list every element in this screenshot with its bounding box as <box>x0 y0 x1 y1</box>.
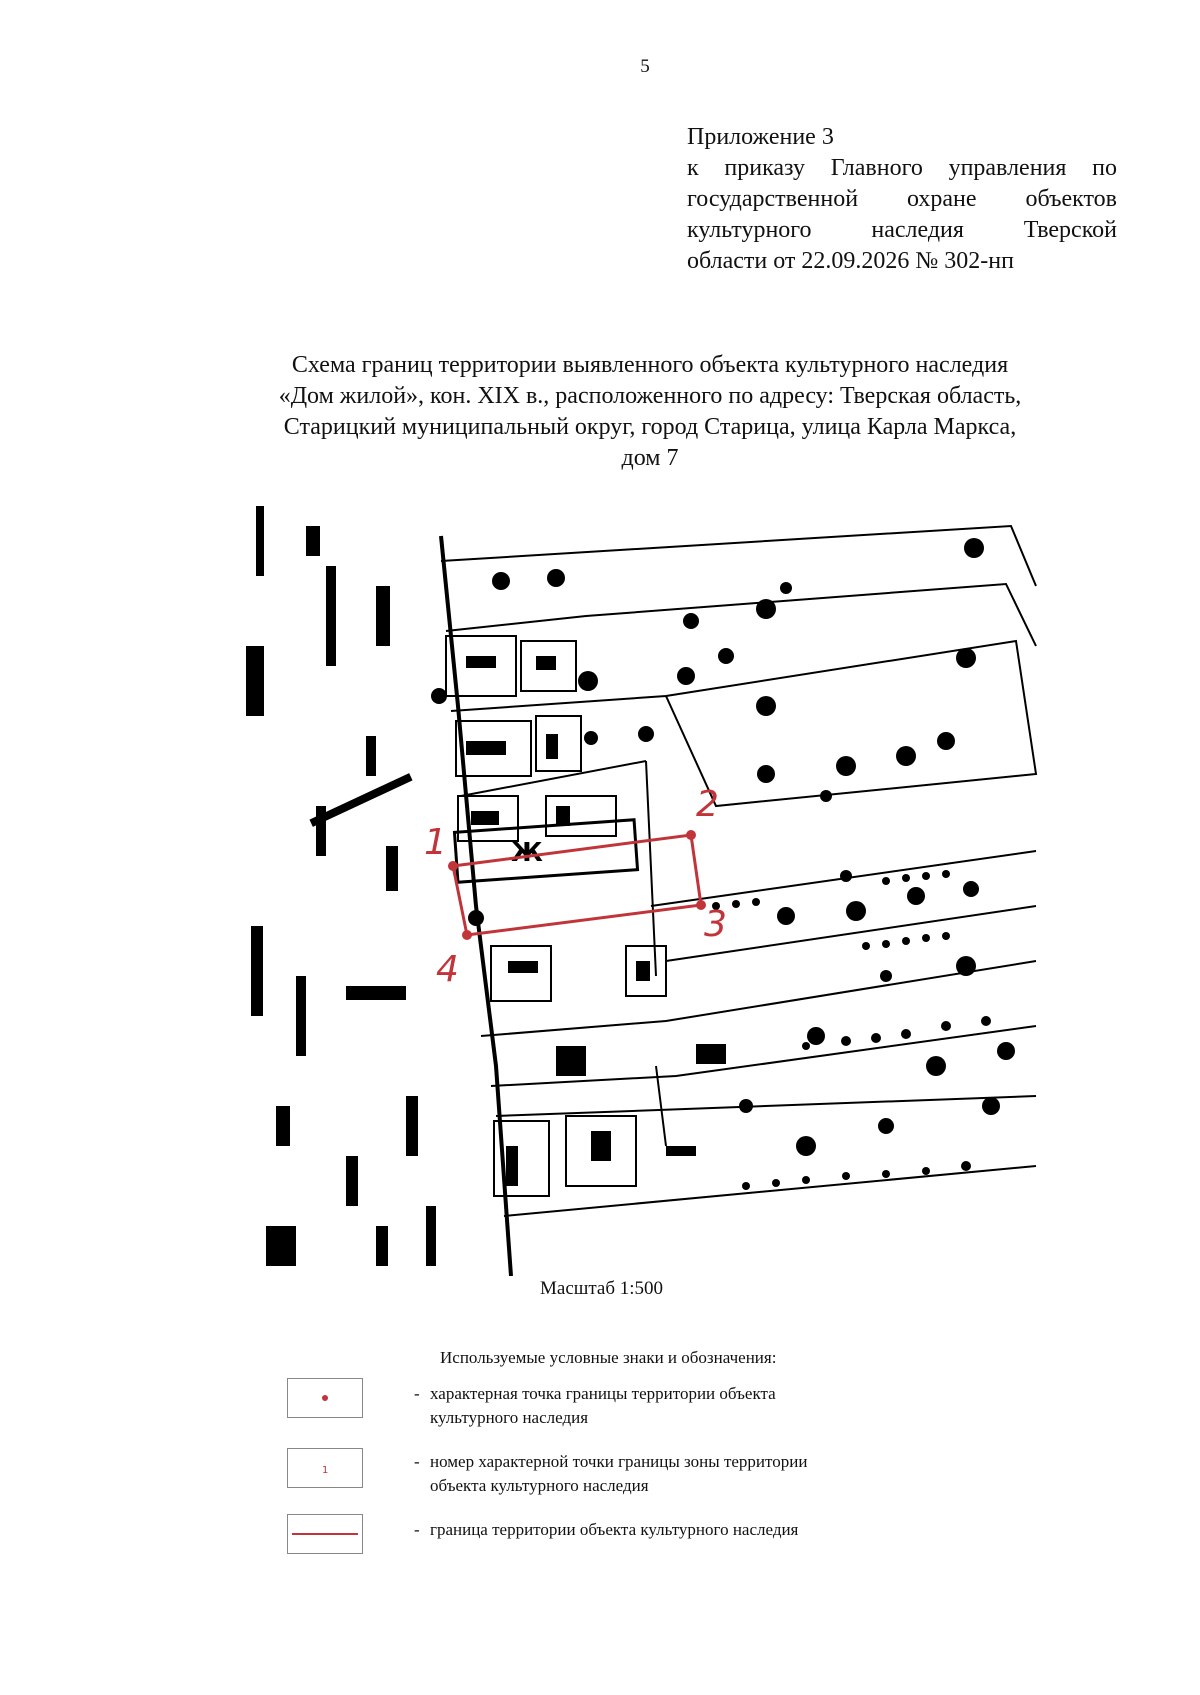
legend-dash: - <box>414 1520 420 1539</box>
red-dot-icon <box>288 1379 362 1417</box>
legend-symbol-point <box>287 1378 363 1418</box>
point-number-1: 1 <box>424 822 447 863</box>
boundary-point <box>448 861 458 871</box>
title-line: дом 7 <box>621 445 679 471</box>
point-number-2: 2 <box>696 784 719 825</box>
legend-item-2 <box>430 1450 807 1498</box>
legend-text: граница территории объекта культурного наследия <box>430 1520 799 1539</box>
annex-line: культурного наследия Тверской <box>687 217 1117 243</box>
point-number-4: 4 <box>436 949 459 990</box>
point-number-3: 3 <box>704 904 727 945</box>
legend-text: объекта культурного наследия <box>430 1476 649 1495</box>
cadastral-map <box>246 506 1044 1276</box>
legend-symbol-line <box>287 1514 363 1554</box>
title-line: «Дом жилой», кон. XIX в., расположенного по адресу: Тверская область, <box>278 383 1022 409</box>
boundary-point <box>686 830 696 840</box>
legend-symbol-number <box>287 1448 363 1488</box>
legend-item-3 <box>430 1518 798 1542</box>
legend-text: культурного наследия <box>430 1408 589 1427</box>
annex-line: области от 22.09.2026 № 302-нп <box>687 248 1014 274</box>
annex-line: Приложение 3 <box>687 124 834 150</box>
point-number-sample: 1 <box>322 1465 329 1476</box>
title-line: Старицкий муниципальный округ, город Старица, улица Карла Маркса, <box>283 414 1017 440</box>
annex-line: государственной охране объектов <box>687 186 1117 212</box>
page-number: 5 <box>640 56 650 77</box>
title-line: Схема границ территории выявленного объекта культурного наследия <box>291 352 1009 378</box>
legend-text: характерная точка границы территории объекта <box>430 1384 776 1403</box>
legend-title: Используемые условные знаки и обозначения: <box>440 1348 777 1367</box>
building-label: Ж <box>511 838 543 868</box>
annex-header <box>687 122 1117 277</box>
boundary-point <box>462 930 472 940</box>
territory-boundary <box>453 835 701 935</box>
legend-dash: - <box>414 1384 420 1403</box>
legend-item-1 <box>430 1382 776 1430</box>
legend-text: номер характерной точки границы зоны территории <box>430 1452 808 1471</box>
document-title <box>160 350 1140 474</box>
legend-dash: - <box>414 1452 420 1471</box>
annex-line: к приказу Главного управления по <box>687 155 1117 181</box>
map-scale: Масштаб 1:500 <box>540 1278 664 1299</box>
red-line-icon <box>288 1515 362 1553</box>
